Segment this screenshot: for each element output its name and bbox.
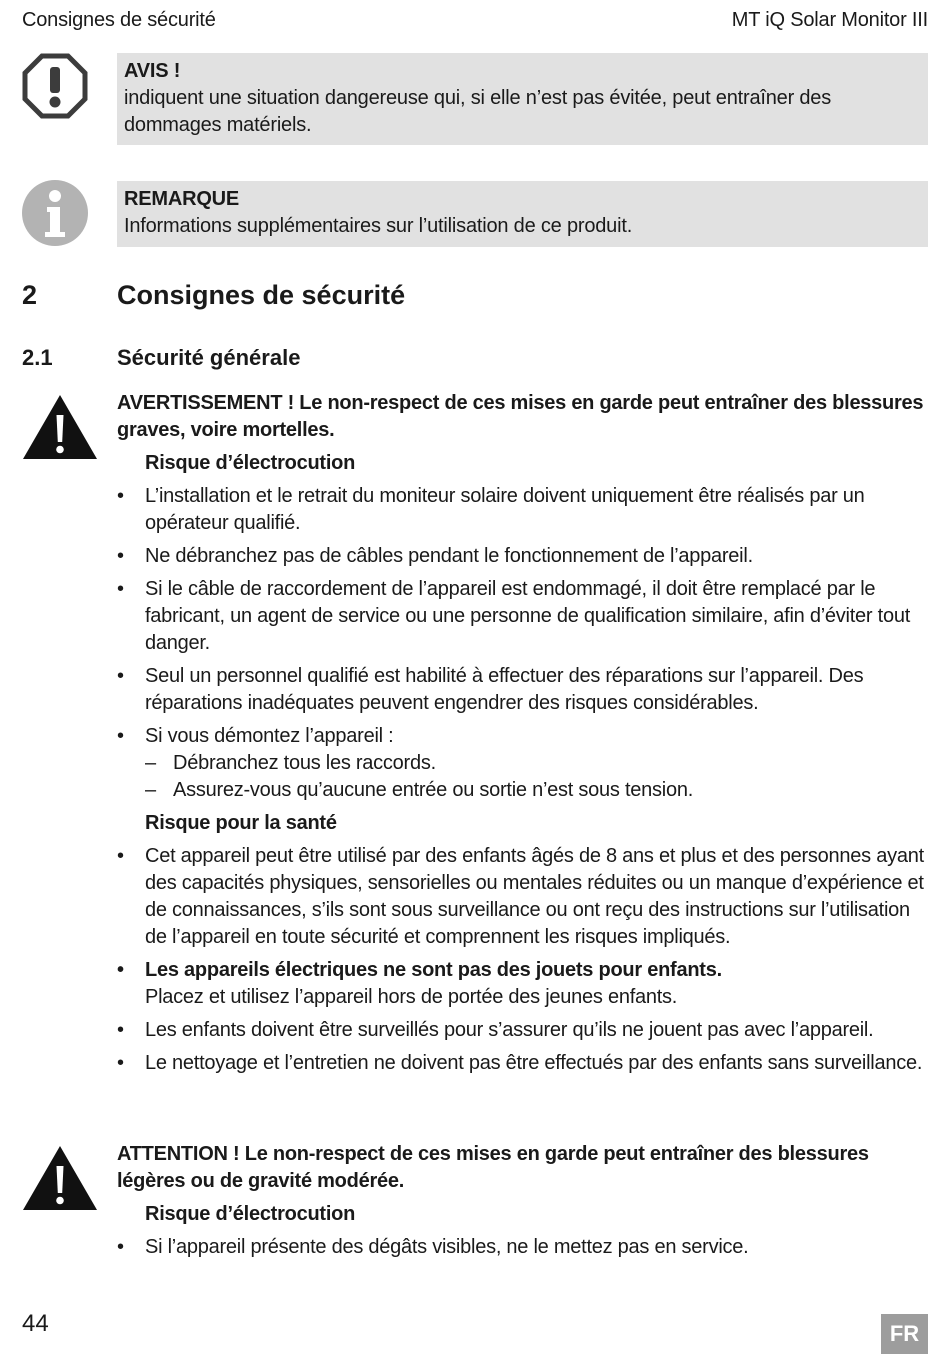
list-item: • Ne débranchez pas de câbles pendant le fonctionnement de l’appareil.: [117, 543, 929, 570]
health-heading: Risque pour la santé: [145, 812, 337, 834]
caution-triangle-icon: [22, 1144, 98, 1212]
health-item-text: Placez et utilisez l’appareil hors de portée des jeunes enfants.: [145, 986, 678, 1008]
list-item: • Cet appareil peut être utilisé par des enfants âgés de 8 ans et plus et des personnes ayant des capacités physiques, sensorielles ou mentales réduites ou un manque d’expérience et de connaissances, s’ils sont sous surveillance ou ont reçu des instructions sur l’utilisation de l’appareil en toute sécurité et comprennent les risques impliqués.: [117, 843, 929, 951]
warning-block: [117, 390, 929, 1077]
warning-title: AVERTISSEMENT ! Le non-respect de ces mises en garde peut entraîner des blessures graves, voire mortelles.: [117, 392, 924, 441]
caution-electrocution-heading: Risque d’électrocution: [145, 1203, 356, 1225]
list-item: [117, 723, 929, 804]
subsection-number: 2.1: [22, 345, 53, 370]
health-item-bold: Les appareils électriques ne sont pas des jouets pour enfants.: [145, 959, 722, 981]
dismount-step: – Débranchez tous les raccords.: [145, 750, 929, 777]
notice-title: AVIS !: [124, 60, 181, 82]
section-title: Consignes de sécurité: [117, 280, 406, 310]
caution-title: ATTENTION ! Le non-respect de ces mises en garde peut entraîner des blessures légères ou de gravité modérée.: [117, 1143, 869, 1192]
list-item: • Si le câble de raccordement de l’appareil est endommagé, il doit être remplacé par le fabricant, un agent de service ou une personne de qualification similaire, afin d’éviter tout danger.: [117, 576, 929, 657]
notice-exclamation-icon: [22, 53, 88, 119]
list-item: • Si l’appareil présente des dégâts visibles, ne le mettez pas en service.: [117, 1234, 929, 1261]
list-item: • Les enfants doivent être surveillés pour s’assurer qu’ils ne jouent pas avec l’appareil.: [117, 1017, 929, 1044]
running-header-section: Consignes de sécurité: [22, 9, 216, 31]
dismount-intro: Si vous démontez l’appareil :: [145, 725, 394, 747]
dismount-step: – Assurez-vous qu’aucune entrée ou sortie n’est sous tension.: [145, 777, 929, 804]
section-number: 2: [22, 280, 38, 310]
health-list: [117, 843, 929, 1077]
electrocution-list: [117, 483, 929, 804]
caution-block: [117, 1141, 929, 1261]
caution-list: [117, 1234, 929, 1261]
page-number: 44: [22, 1310, 49, 1337]
warning-triangle-icon: [22, 393, 98, 461]
language-tab: FR: [881, 1314, 928, 1354]
list-item: • Seul un personnel qualifié est habilité à effectuer des réparations sur l’appareil. Des réparations inadéquates peuvent engendrer des risques considérables.: [117, 663, 929, 717]
notice-text: indiquent une situation dangereuse qui, si elle n’est pas évitée, peut entraîner des dommages matériels.: [124, 87, 832, 136]
list-item: • L’installation et le retrait du moniteur solaire doivent uniquement être réalisés par un opérateur qualifié.: [117, 483, 929, 537]
remark-title: REMARQUE: [124, 188, 240, 210]
list-item: • Le nettoyage et l’entretien ne doivent pas être effectués par des enfants sans surveillance.: [117, 1050, 929, 1077]
running-header-product: MT iQ Solar Monitor III: [731, 9, 928, 31]
subsection-title: Sécurité générale: [117, 345, 301, 370]
list-item: [117, 957, 929, 1011]
remark-text: Informations supplémentaires sur l’utilisation de ce produit.: [124, 215, 633, 237]
info-icon: [22, 180, 88, 246]
remark-box: [117, 181, 928, 247]
electrocution-heading: Risque d’électrocution: [145, 452, 356, 474]
notice-box: [117, 53, 928, 145]
